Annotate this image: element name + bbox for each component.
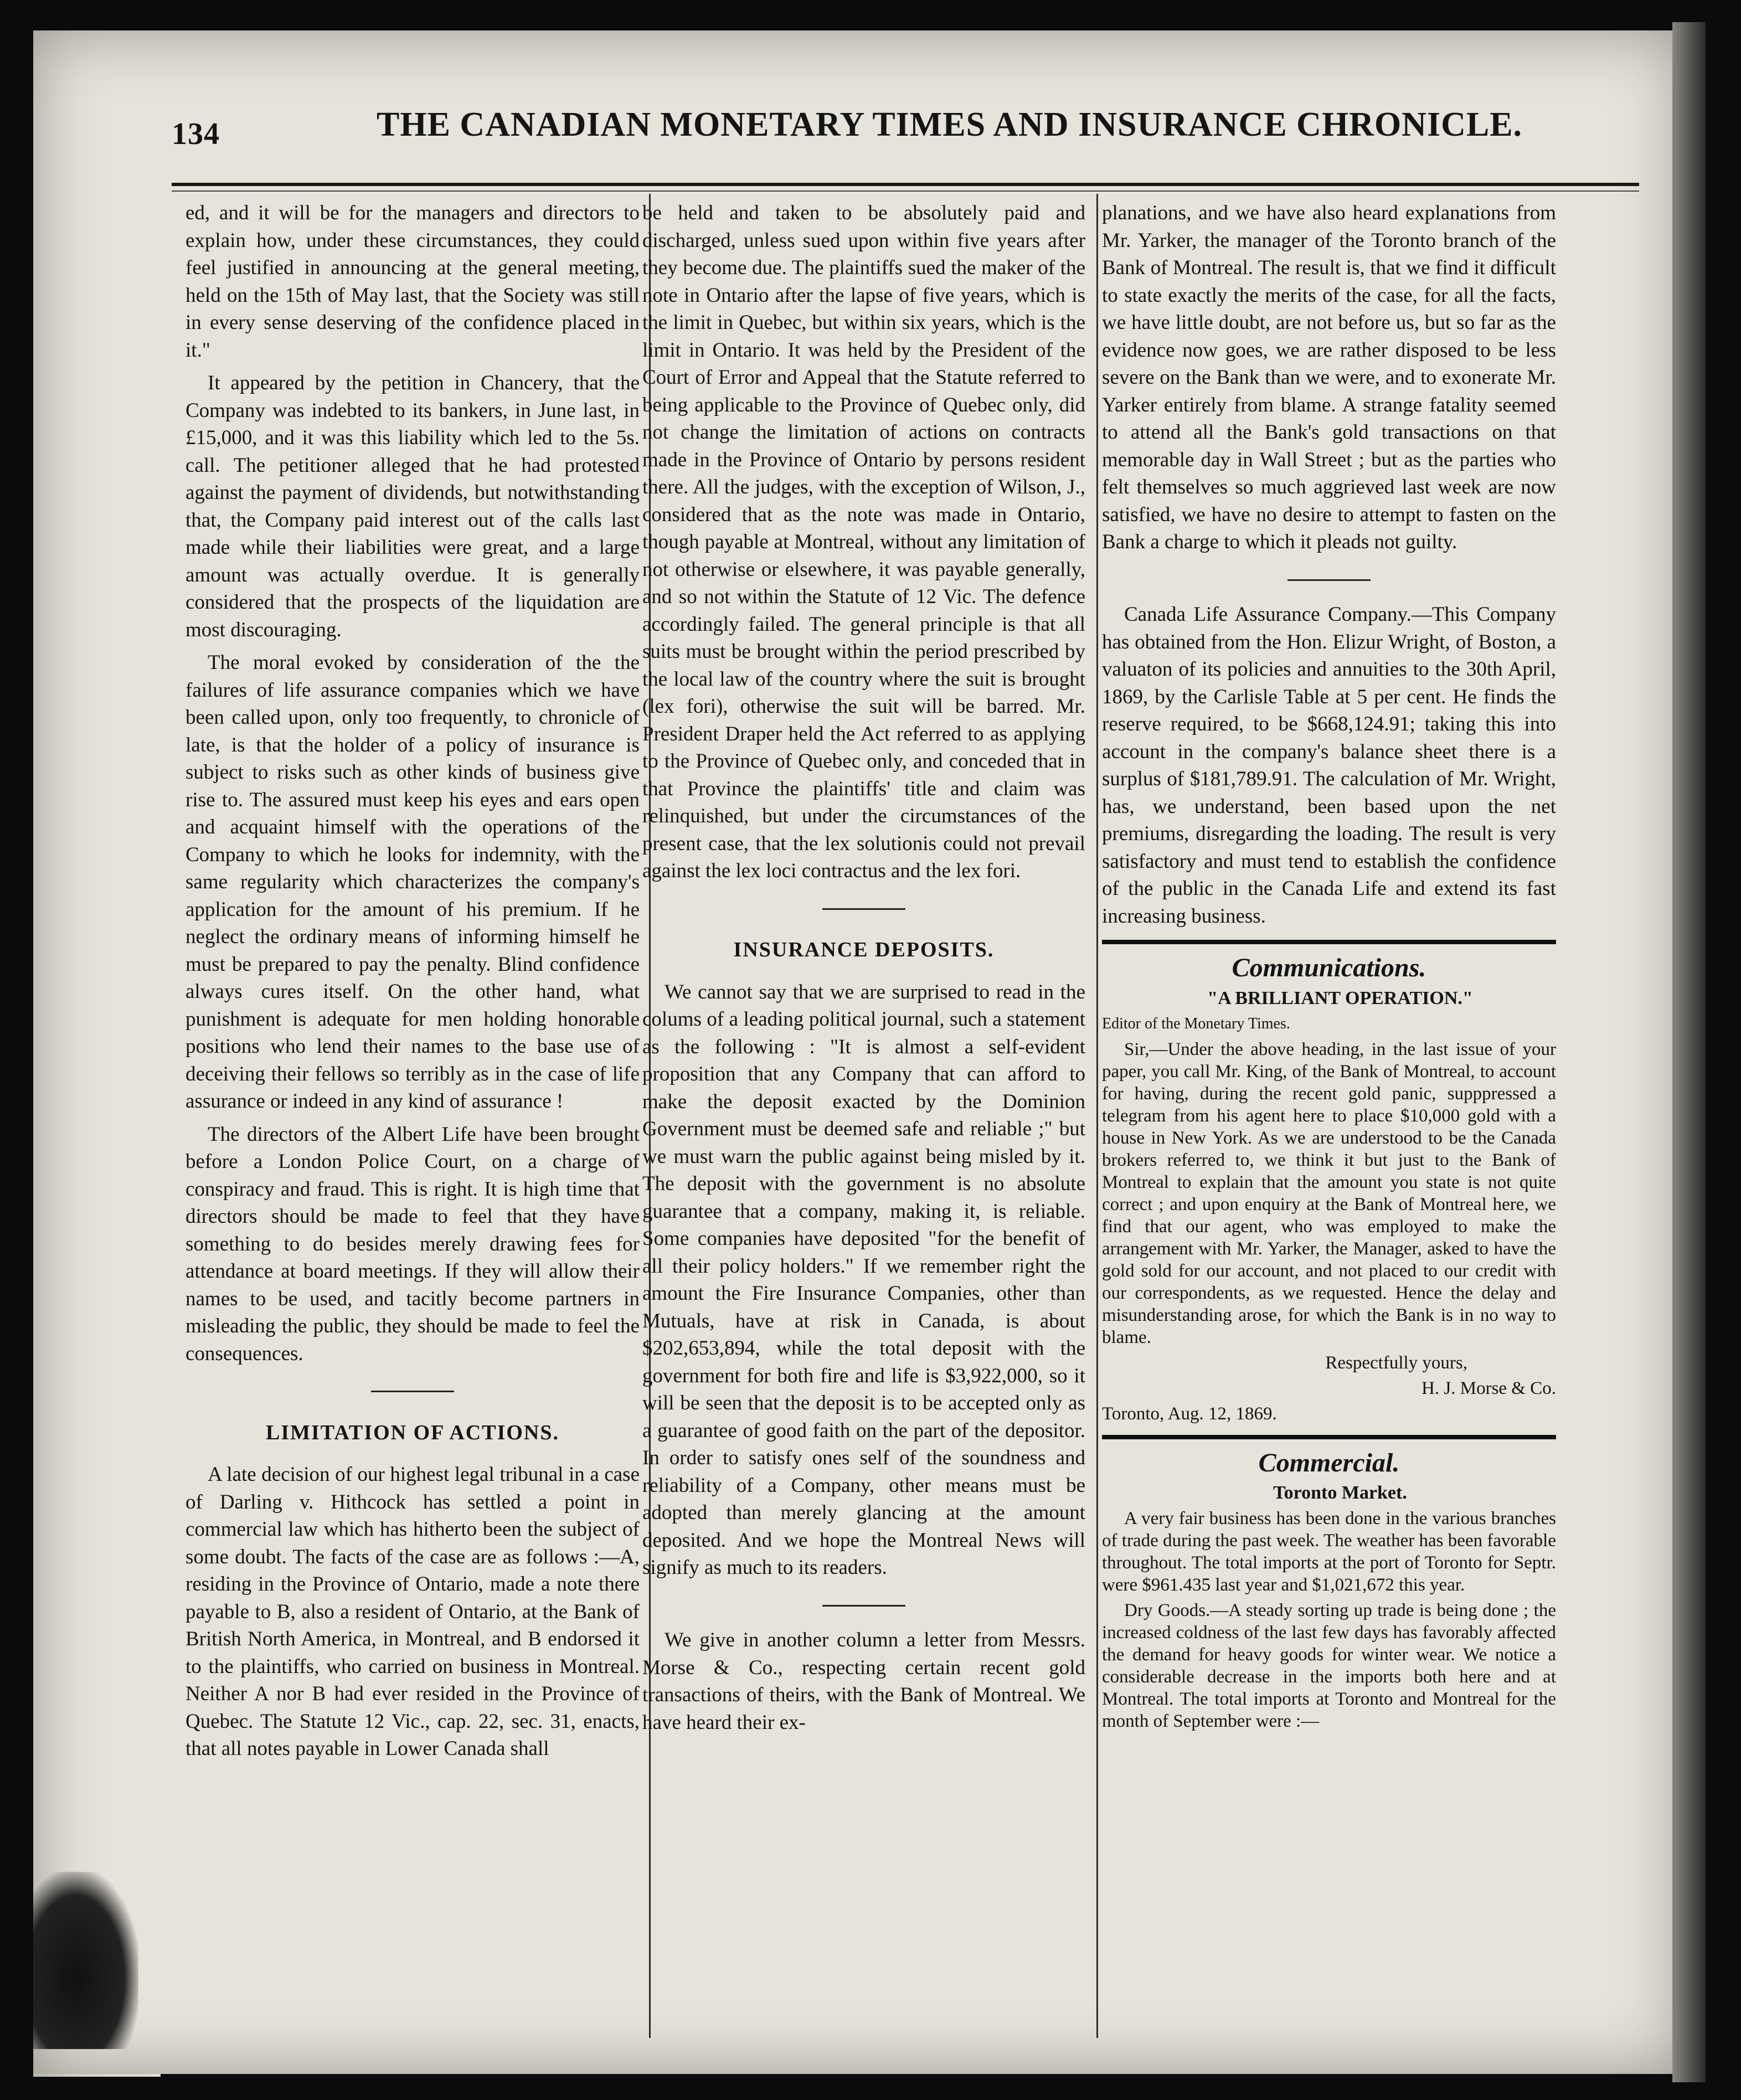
col1-paragraph-5: A late decision of our highest legal tribunal in a case of Darling v. Hithcock has settled a point in commercial law which has hitherto been the subject of some doubt. The facts of the case are as follows :—A, residing in the Province of Ontario, made a note there payable to B, also a resident of Ontario, at the Bank of British North America, in Montreal, and B endorsed it to the plaintiffs, who carried on business in Montreal. Neither A nor B had ever resided in the Province of Quebec. The Statute 12 Vic., cap. 22, sec. 31, enacts, that all notes payable in Lower Canada shall	[186, 1463, 640, 1760]
column-2	[642, 199, 1085, 1742]
col2-paragraph-3: We give in another column a letter from Messrs. Morse & Co., respecting certain recent gold transactions of theirs, with the Bank of Montreal. We have heard their ex-	[642, 1629, 1085, 1734]
letter-title: "A BRILLIANT OPERATION."	[1207, 987, 1473, 1008]
market-title: Toronto Market.	[1273, 1483, 1407, 1503]
heading-commercial: Commercial.	[1258, 1448, 1400, 1478]
page-number: 134	[172, 117, 220, 151]
thumb-shadow	[33, 1872, 138, 2049]
letter	[1102, 987, 1556, 1425]
letter-addressee: Editor of the Monetary Times.	[1102, 1015, 1290, 1032]
heading-communications: Communications.	[1232, 953, 1426, 982]
header-rule	[172, 183, 1639, 186]
section-ornament	[642, 1591, 1085, 1618]
col3-paragraph-1: planations, and we have also heard explanations from Mr. Yarker, the manager of the Toronto branch of the Bank of Montreal. The result is, that we find it difficult to state exactly the merits of the case, for all the facts, we have little doubt, are not before us, but so far as the evidence now goes, we are rather disposed to be less severe on the Bank than we were, and to exonerate Mr. Yarker entirely from blame. A strange fatality seemed to attend all the Bank's gold transactions on that memorable day in Wall Street ; but as the parties who felt themselves so much aggrieved last week are now satisfied, we have no desire to attempt to fasten on the Bank a charge to which it pleads not guilty.	[1102, 202, 1556, 553]
heading-limitation-of-actions: LIMITATION OF ACTIONS.	[266, 1420, 559, 1444]
newspaper-title: THE CANADIAN MONETARY TIMES AND INSURANCE CHRONICLE.	[377, 106, 1523, 143]
col2-paragraph-2: We cannot say that we are surprised to read in the colums of a leading political journal, such a statement as the following : "It is almost a self-evident proposition that any Company that can afford to make the deposit exacted by the Dominion Government must be deemed safe and reliable ;" but we must warn the public against being misled by it. The deposit with the government is no absolute guarantee that a company, making it, is reliable. Some companies have deposited "for the benefit of all their policy holders." If we remember right the amount the Fire Insurance Companies, other than Mutuals, have at risk in Canada, is about $202,653,894, while the total deposit with the government for both fire and life is $3,922,000, so it will be seen that the deposit is to be accepted only as a guarantee of good faith on the part of the depositor. In order to satisfy ones self of the soundness and reliability of a Company, other means must be adopted than merely glancing at the amount deposited. And we hope the Montreal News will signify as much to its readers.	[642, 980, 1085, 1579]
letter-date: Toronto, Aug. 12, 1869.	[1102, 1403, 1277, 1424]
col1-paragraph-2: It appeared by the petition in Chancery, that the Company was indebted to its bankers, in June last, in £15,000, and it was this liability which led to the 5s. call. The petitioner alleged that he had protested against the payment of dividends, but notwithstanding that, the Company paid interest out of the calls last made while their liabilities were great, and a large amount was actually overdue. It is generally considered that the prospects of the liquidation are most discouraging.	[186, 372, 640, 641]
section-ornament	[642, 894, 1085, 922]
market-report	[1102, 1482, 1556, 1732]
letter-close: Respectfully yours,	[1325, 1352, 1467, 1373]
page-header	[172, 100, 1656, 161]
market-paragraph-1: A very fair business has been done in the various branches of trade during the past week. The weather has been favorable throughout. The total imports at the port of Toronto for Septr. were $961.435 last year and $1,021,672 this year.	[1102, 1509, 1556, 1595]
book-edge-right	[1672, 22, 1706, 2082]
header-rule-thin	[172, 191, 1639, 192]
col1-paragraph-4: The directors of the Albert Life have been brought before a London Police Court, on a charge of conspiracy and fraud. This is right. It is high time that directors should be made to feel that they have something to do besides merely drawing fees for attendance at board meetings. If they will allow their names to be used, and tacitly become partners in misleading the public, they should be made to feel the consequences.	[186, 1123, 640, 1365]
column-3	[1102, 199, 1556, 1736]
col1-paragraph-1: ed, and it will be for the managers and directors to explain how, under these circumstances, they could feel justified in announcing at the general meeting, held on the 15th of May last, that the Society was still in every sense deserving of the confidence placed in it."	[186, 202, 640, 362]
market-paragraph-2: Dry Goods.—A steady sorting up trade is being done ; the increased coldness of the last few days has favorably affected the demand for heavy goods for winter wear. We notice a considerable decrease in the imports both here and at Montreal. The total imports at Toronto and Montreal for the month of September were :—	[1102, 1600, 1556, 1731]
letter-body: Sir,—Under the above heading, in the last issue of your paper, you call Mr. King, of the Bank of Montreal, to account for having, during the recent gold panic, supppressed a telegram from his agent here to place $10,000 gold with a house in New York. As we are understood to be the Canada brokers referred to, we think it but just to the Bank of Montreal to explain that the amount you state is not quite correct ; and upon enquiry at the Bank of Montreal here, we find that our agent, who was employed to make the arrangement with Mr. Yarker, the Manager, asked to have the gold sold for our account, and not placed to our credit with our correspondents, as we requested. Hence the delay and misunderstanding arose, for which the Bank is in no way to blame.	[1102, 1039, 1556, 1347]
col1-paragraph-3: The moral evoked by consideration of the the failures of life assurance companies which we have been called upon, only too frequently, to chronicle of late, is that the holder of a policy of insurance is subject to risks such as other kinds of business give rise to. The assured must keep his eyes and ears open and acquaint himself with the operations of the Company to which he looks for indemnity, with the same regularity which characterizes the company's application for the amount of his premium. If he neglect the ordinary means of informing himself he must be prepared to pay the penalty. Blind confidence always cures itself. On the other hand, what punishment is adequate for men holding honorable positions who lend their names to the base use of deceiving their fellows so terribly as in the case of life assurance or indeed in any kind of assurance !	[186, 651, 640, 1113]
section-rule	[1102, 940, 1556, 944]
section-rule	[1102, 1435, 1556, 1439]
col2-paragraph-1: be held and taken to be absolutely paid and discharged, unless sued upon within five years after they become due. The plaintiffs sued the maker of the note in Ontario after the lapse of five years, which is the limit in Quebec, but within six years, which is the limit in Ontario. It was held by the President of the Court of Error and Appeal that the Statute referred to being applicable to the Province of Quebec only, did not change the limitation of actions on contracts made in the Province of Ontario by persons resident there. All the judges, with the exception of Wilson, J., considered that as the note was made in Ontario, though payable at Montreal, without any limitation of not otherwise or elsewhere, it was payable generally, and so not within the Statute of 12 Vic. The defence accordingly failed. The general principle is that all suits must be brought within the period prescribed by the local law of the country where the suit is brought (lex fori), otherwise the suit will be barred. Mr. President Draper held the Act referred to as applying to the Province of Quebec only, and conceded that in that Province the plaintiffs' title and claim was relinquished, but under the circumstances of the present case, that the lex solutionis could not prevail against the lex loci contractus and the lex fori.	[642, 202, 1085, 882]
letter-signature: H. J. Morse & Co.	[1421, 1378, 1556, 1398]
col3-paragraph-2: Canada Life Assurance Company.—This Company has obtained from the Hon. Elizur Wright, of Boston, a valuaton of its policies and annuities to the 30th April, 1869, by the Carlisle Table at 5 per cent. He finds the reserve required, to be $668,124.91; taking this into account in the company's balance sheet there is a surplus of $181,789.91. The calculation of Mr. Wright, has, we understand, been based upon the net premiums, disregarding the loading. The result is very satisfactory and must tend to establish the confidence of the public in the Canada Life and extend its fast increasing business.	[1102, 603, 1556, 928]
section-ornament	[186, 1376, 640, 1404]
column-divider-2	[1096, 194, 1098, 2038]
heading-insurance-deposits: INSURANCE DEPOSITS.	[733, 938, 995, 961]
section-ornament	[1102, 565, 1556, 593]
column-1	[186, 199, 640, 1768]
